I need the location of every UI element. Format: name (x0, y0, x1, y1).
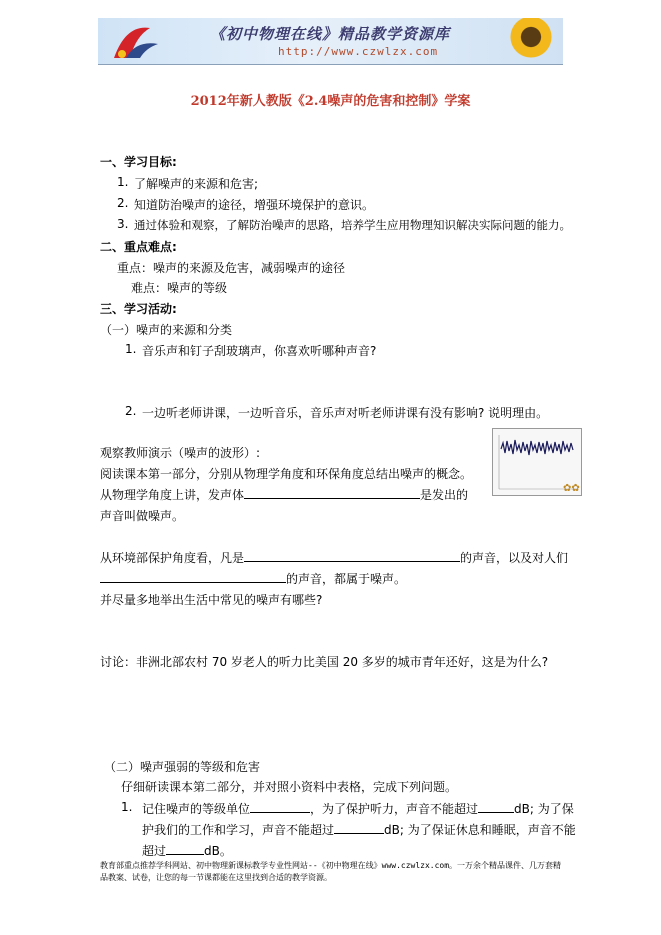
environment-definition-part-b: 的声音，以及对人们 (460, 551, 569, 565)
site-logo-icon (106, 22, 166, 62)
question-3-part-c: dB; 为了保 (514, 802, 574, 816)
cartoon-decoration-icon: ✿✿ (563, 483, 580, 494)
objective-2-text: 知道防治噪声的途径，增强环境保护的意识。 (134, 198, 375, 212)
question-3-part-d: 护我们的工作和学习，声音不能超过 (142, 823, 335, 837)
page-title: 2012年新人教版《2.4噪声的危害和控制》学案 (190, 94, 471, 109)
environment-definition-line-2 (100, 570, 406, 587)
banner-divider (98, 64, 563, 65)
section-activities-heading: 三、学习活动: (100, 302, 177, 316)
physics-definition-end: 声音叫做噪声。 (100, 509, 185, 523)
environment-definition-part-a: 从环境部保护角度看，凡是 (100, 551, 245, 565)
physics-definition-line (100, 486, 468, 503)
objective-3-num: 3. (117, 217, 129, 231)
physics-blank[interactable] (244, 487, 420, 499)
question-1-num: 1. (125, 342, 137, 356)
examples-prompt: 并尽量多地举出生活中常见的噪声有哪些? (100, 593, 323, 607)
question-3-part-f: 超过 (142, 844, 167, 858)
environment-blank-1[interactable] (244, 550, 460, 562)
objective-3-text: 通过体验和观察，了解防治噪声的思路，培养学生应用物理知识解决实际问题的能力。 (134, 218, 571, 232)
observe-demo: 观察教师演示（噪声的波形）: (100, 446, 261, 460)
work-limit-blank[interactable] (334, 822, 384, 834)
question-3-part-a: 记住噪声的等级单位 (142, 802, 251, 816)
question-3-part-b: ，为了保护听力，声音不能超过 (310, 802, 479, 816)
question-2-num: 2. (125, 404, 137, 418)
physics-definition-part-a: 从物理学角度上讲，发声体 (100, 488, 245, 502)
section-keypoints-heading: 二、重点难点: (100, 240, 177, 254)
question-3-line-2 (142, 821, 576, 838)
footer-note: 教育部重点推荐学科网站、初中物理新课标教学专业性网站--《初中物理在线》www.czwlzx.com。一万余个精品课件、几万套精品教案、试卷，让您的每一节课都能在这里找到合适的教学资源。 (100, 861, 562, 882)
hearing-limit-blank[interactable] (478, 801, 514, 813)
site-banner (98, 18, 563, 64)
question-1-text: 音乐声和钉子刮玻璃声，你喜欢听哪种声音? (142, 344, 377, 358)
objective-1-text: 了解噪声的来源和危害; (134, 177, 259, 191)
sleep-limit-blank[interactable] (166, 843, 204, 855)
banner-url[interactable]: http://www.czwlzx.com (278, 45, 439, 58)
read-instruction: 阅读课本第一部分，分别从物理学角度和环保角度总结出噪声的概念。 (100, 467, 473, 481)
question-3-line-1 (142, 800, 574, 817)
question-3-num: 1. (121, 800, 133, 814)
difficult-point: 难点：噪声的等级 (131, 281, 228, 295)
study-instruction: 仔细研读课本第二部分，并对照小资料中表格，完成下列问题。 (121, 780, 458, 794)
environment-definition-line (100, 549, 568, 566)
objective-2-num: 2. (117, 196, 129, 210)
question-2-text: 一边听老师讲课，一边听音乐，音乐声对听老师讲课有没有影响? 说明理由。 (142, 406, 549, 420)
sunflower-icon (508, 18, 554, 60)
objective-1-num: 1. (117, 175, 129, 189)
section-objectives-heading: 一、学习目标: (100, 155, 177, 169)
environment-definition-part-c: 的声音，都属于噪声。 (286, 572, 407, 586)
subsection-levels-heading: （二）噪声强弱的等级和危害 (104, 760, 261, 774)
question-3-part-e: dB; 为了保证休息和睡眠，声音不能 (384, 823, 576, 837)
banner-title: 《初中物理在线》精品教学资源库 (210, 25, 451, 43)
question-3-part-g: dB。 (204, 844, 232, 858)
discussion-prompt: 讨论：非洲北部农村 70 岁老人的听力比美国 20 多岁的城市青年还好，这是为什么? (100, 655, 549, 669)
key-point: 重点：噪声的来源及危害，减弱噪声的途径 (117, 261, 346, 275)
unit-blank[interactable] (250, 801, 310, 813)
physics-definition-part-b: 是发出的 (420, 488, 469, 502)
subsection-sources-heading: （一）噪声的来源和分类 (100, 323, 233, 337)
environment-blank-2[interactable] (100, 571, 286, 583)
question-3-line-3 (142, 842, 232, 859)
